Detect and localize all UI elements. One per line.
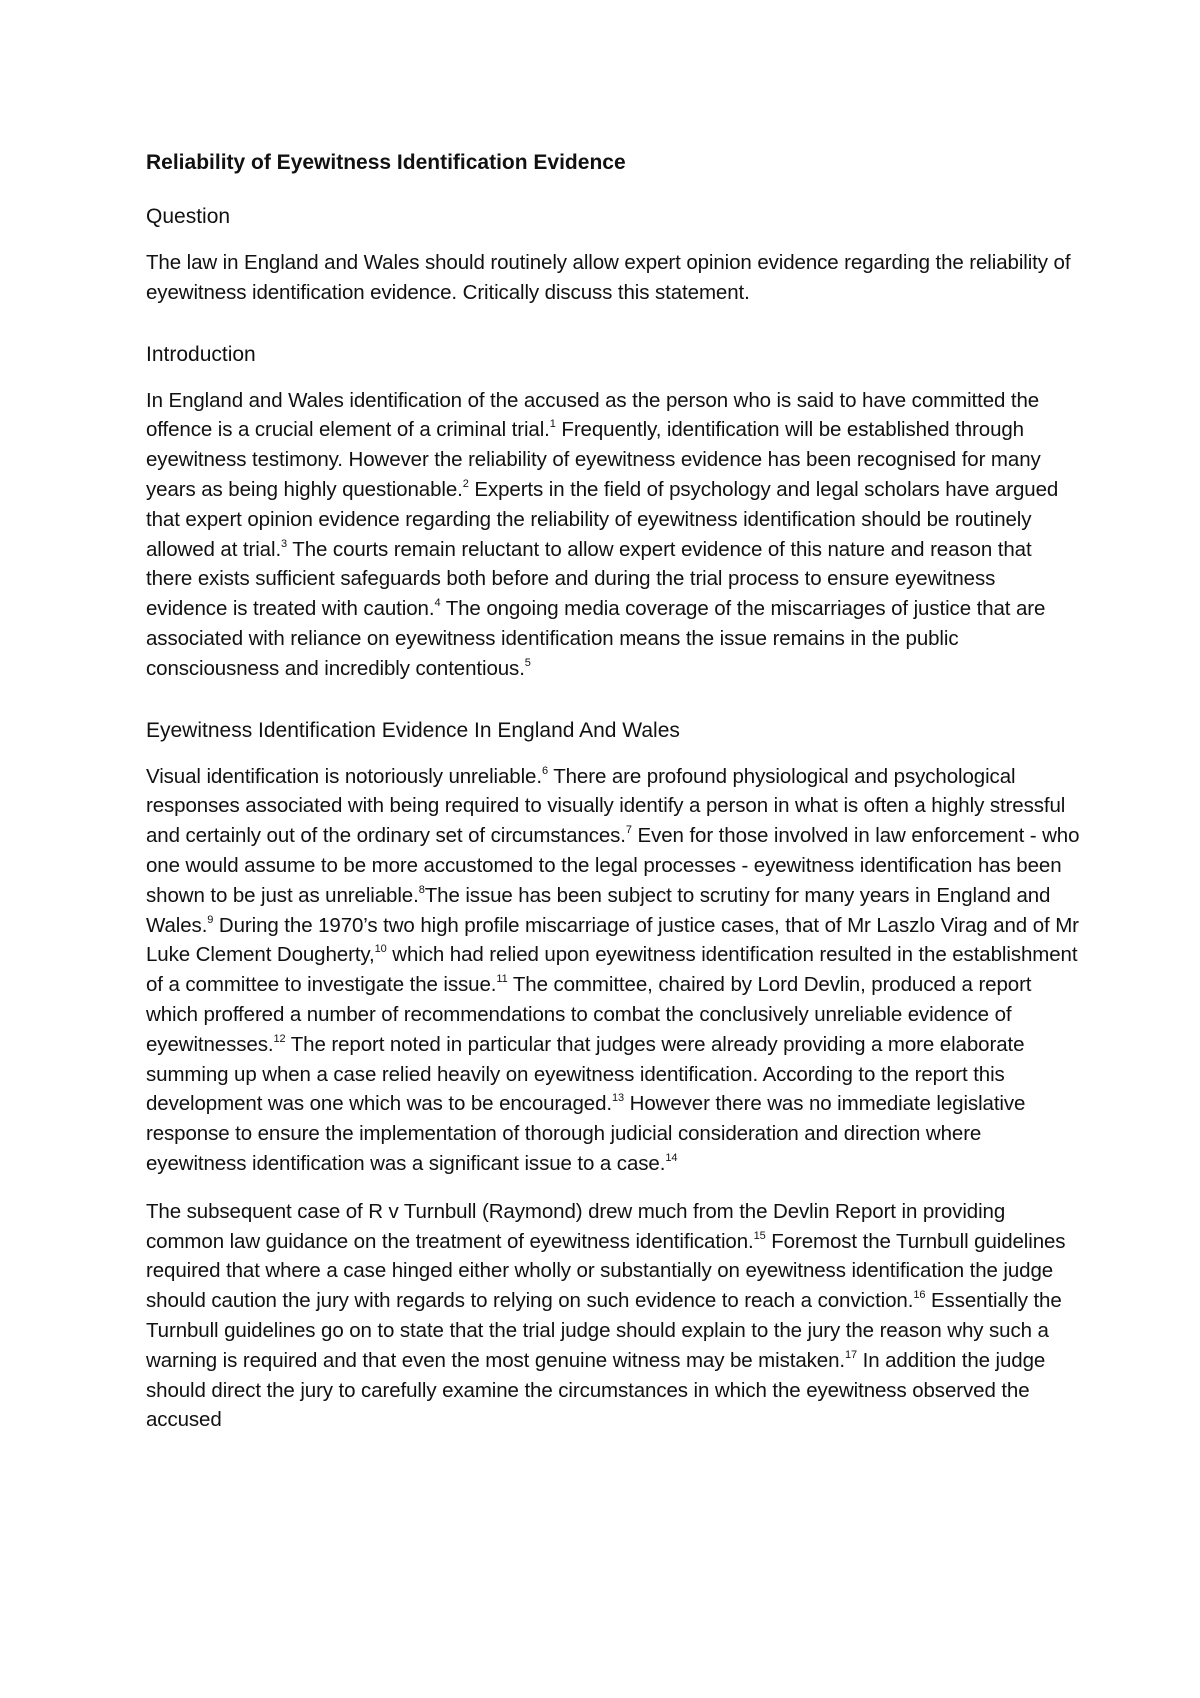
sentence: Visual identification is notoriously unreliable. <box>146 764 542 788</box>
question-heading: Question <box>146 205 231 228</box>
footnote-ref-4: 4 <box>434 597 441 610</box>
sentence: Frequently, identification will be established through eyewitness testimony. However the reliability of eyewitness evidence has been recognised for many years as being highly questionable. <box>146 418 1041 501</box>
footnote-ref-12: 12 <box>273 1032 286 1045</box>
footnote-ref-3: 3 <box>281 537 288 550</box>
sentence: The issue has been subject to scrutiny for many years in England and Wales. <box>146 883 1051 937</box>
footnote-ref-10: 10 <box>374 943 387 956</box>
sentence: During the 1970’s two high profile miscarriage of justice cases, that of Mr Laszlo Virag and of Mr Luke Clement Dougherty, <box>146 913 1079 967</box>
footnote-ref-1: 1 <box>549 418 556 431</box>
sentence: The subsequent case of R v Turnbull (Raymond) drew much from the Devlin Report in providing common law guidance on the treatment of eyewitness identification. <box>146 1199 1006 1253</box>
footnote-ref-8: 8 <box>418 883 425 896</box>
footnote-ref-7: 7 <box>625 824 632 837</box>
footnote-ref-5: 5 <box>524 656 531 669</box>
section-heading: Eyewitness Identification Evidence In England And Wales <box>146 718 680 742</box>
footnote-ref-17: 17 <box>845 1348 858 1361</box>
footnote-ref-14: 14 <box>665 1151 678 1164</box>
footnote-ref-16: 16 <box>913 1289 926 1302</box>
section-paragraph-2 <box>146 1197 1080 1435</box>
sentence: Foremost the Turnbull guidelines required that where a case hinged either wholly or substantially on eyewitness identification the judge should caution the jury with regards to relying on such evidence to reach a conviction. <box>146 1229 1066 1313</box>
sentence: The courts remain reluctant to allow expert evidence of this nature and reason that there exists sufficient safeguards both before and during the trial process to ensure eyewitness evidence is treated with caution. <box>146 537 1032 621</box>
sentence: Even for those involved in law enforcement - who one would assume to be more accustomed to the legal processes - eyewitness identification has been shown to be just as unreliable. <box>146 824 1080 907</box>
introduction-paragraph <box>146 386 1080 684</box>
question-paragraph: The law in England and Wales should routinely allow expert opinion evidence regarding the reliability of eyewitness identification evidence. Critically discuss this statement. <box>146 251 1071 304</box>
footnote-ref-6: 6 <box>541 764 548 777</box>
section-paragraph-1 <box>146 762 1080 1179</box>
sentence: which had relied upon eyewitness identification resulted in the establishment of a committee to investigate the issue. <box>146 943 1078 997</box>
sentence: Experts in the field of psychology and legal scholars have argued that expert opinion evidence regarding the reliability of eyewitness identification should be routinely allowed at trial. <box>146 477 1059 561</box>
introduction-heading: Introduction <box>146 342 256 366</box>
sentence: Essentially the Turnbull guidelines go on to state that the trial judge should explain to the jury the reason why such a warning is required and that even the most genuine witness may be mistaken. <box>146 1289 1062 1372</box>
footnote-ref-15: 15 <box>753 1229 766 1242</box>
footnote-ref-13: 13 <box>611 1092 625 1105</box>
footnote-ref-11: 11 <box>496 973 508 986</box>
sentence: The ongoing media coverage of the miscarriages of justice that are associated with reliance on eyewitness identification means the issue remains in the public consciousness and incredibly contentious. <box>146 597 1046 680</box>
sentence: The committee, chaired by Lord Devlin, produced a report which proffered a number of recommendations to combat the conclusively unreliable evidence of eyewitnesses. <box>146 973 1032 1056</box>
sentence: There are profound physiological and psychological responses associated with being required to visually identify a person in what is often a highly stressful and certainly out of the ordinary set of circumstances. <box>146 764 1066 848</box>
document-title: Reliability of Eyewitness Identification Evidence <box>146 151 626 174</box>
sentence: In England and Wales identification of the accused as the person who is said to have committed the offence is a crucial element of a criminal trial. <box>146 388 1040 442</box>
sentence: The report noted in particular that judges were already providing a more elaborate summing up when a case relied heavily on eyewitness identification. According to the report this development was one which was to be encouraged. <box>146 1032 1025 1116</box>
footnote-ref-2: 2 <box>462 477 469 490</box>
footnote-ref-9: 9 <box>207 913 214 926</box>
sentence: However there was no immediate legislative response to ensure the implementation of thorough judicial consideration and direction where eyewitness identification was a significant issue to a case. <box>146 1092 1026 1175</box>
sentence: In addition the judge should direct the jury to carefully examine the circumstances in which the eyewitness observed the accused <box>146 1348 1046 1432</box>
